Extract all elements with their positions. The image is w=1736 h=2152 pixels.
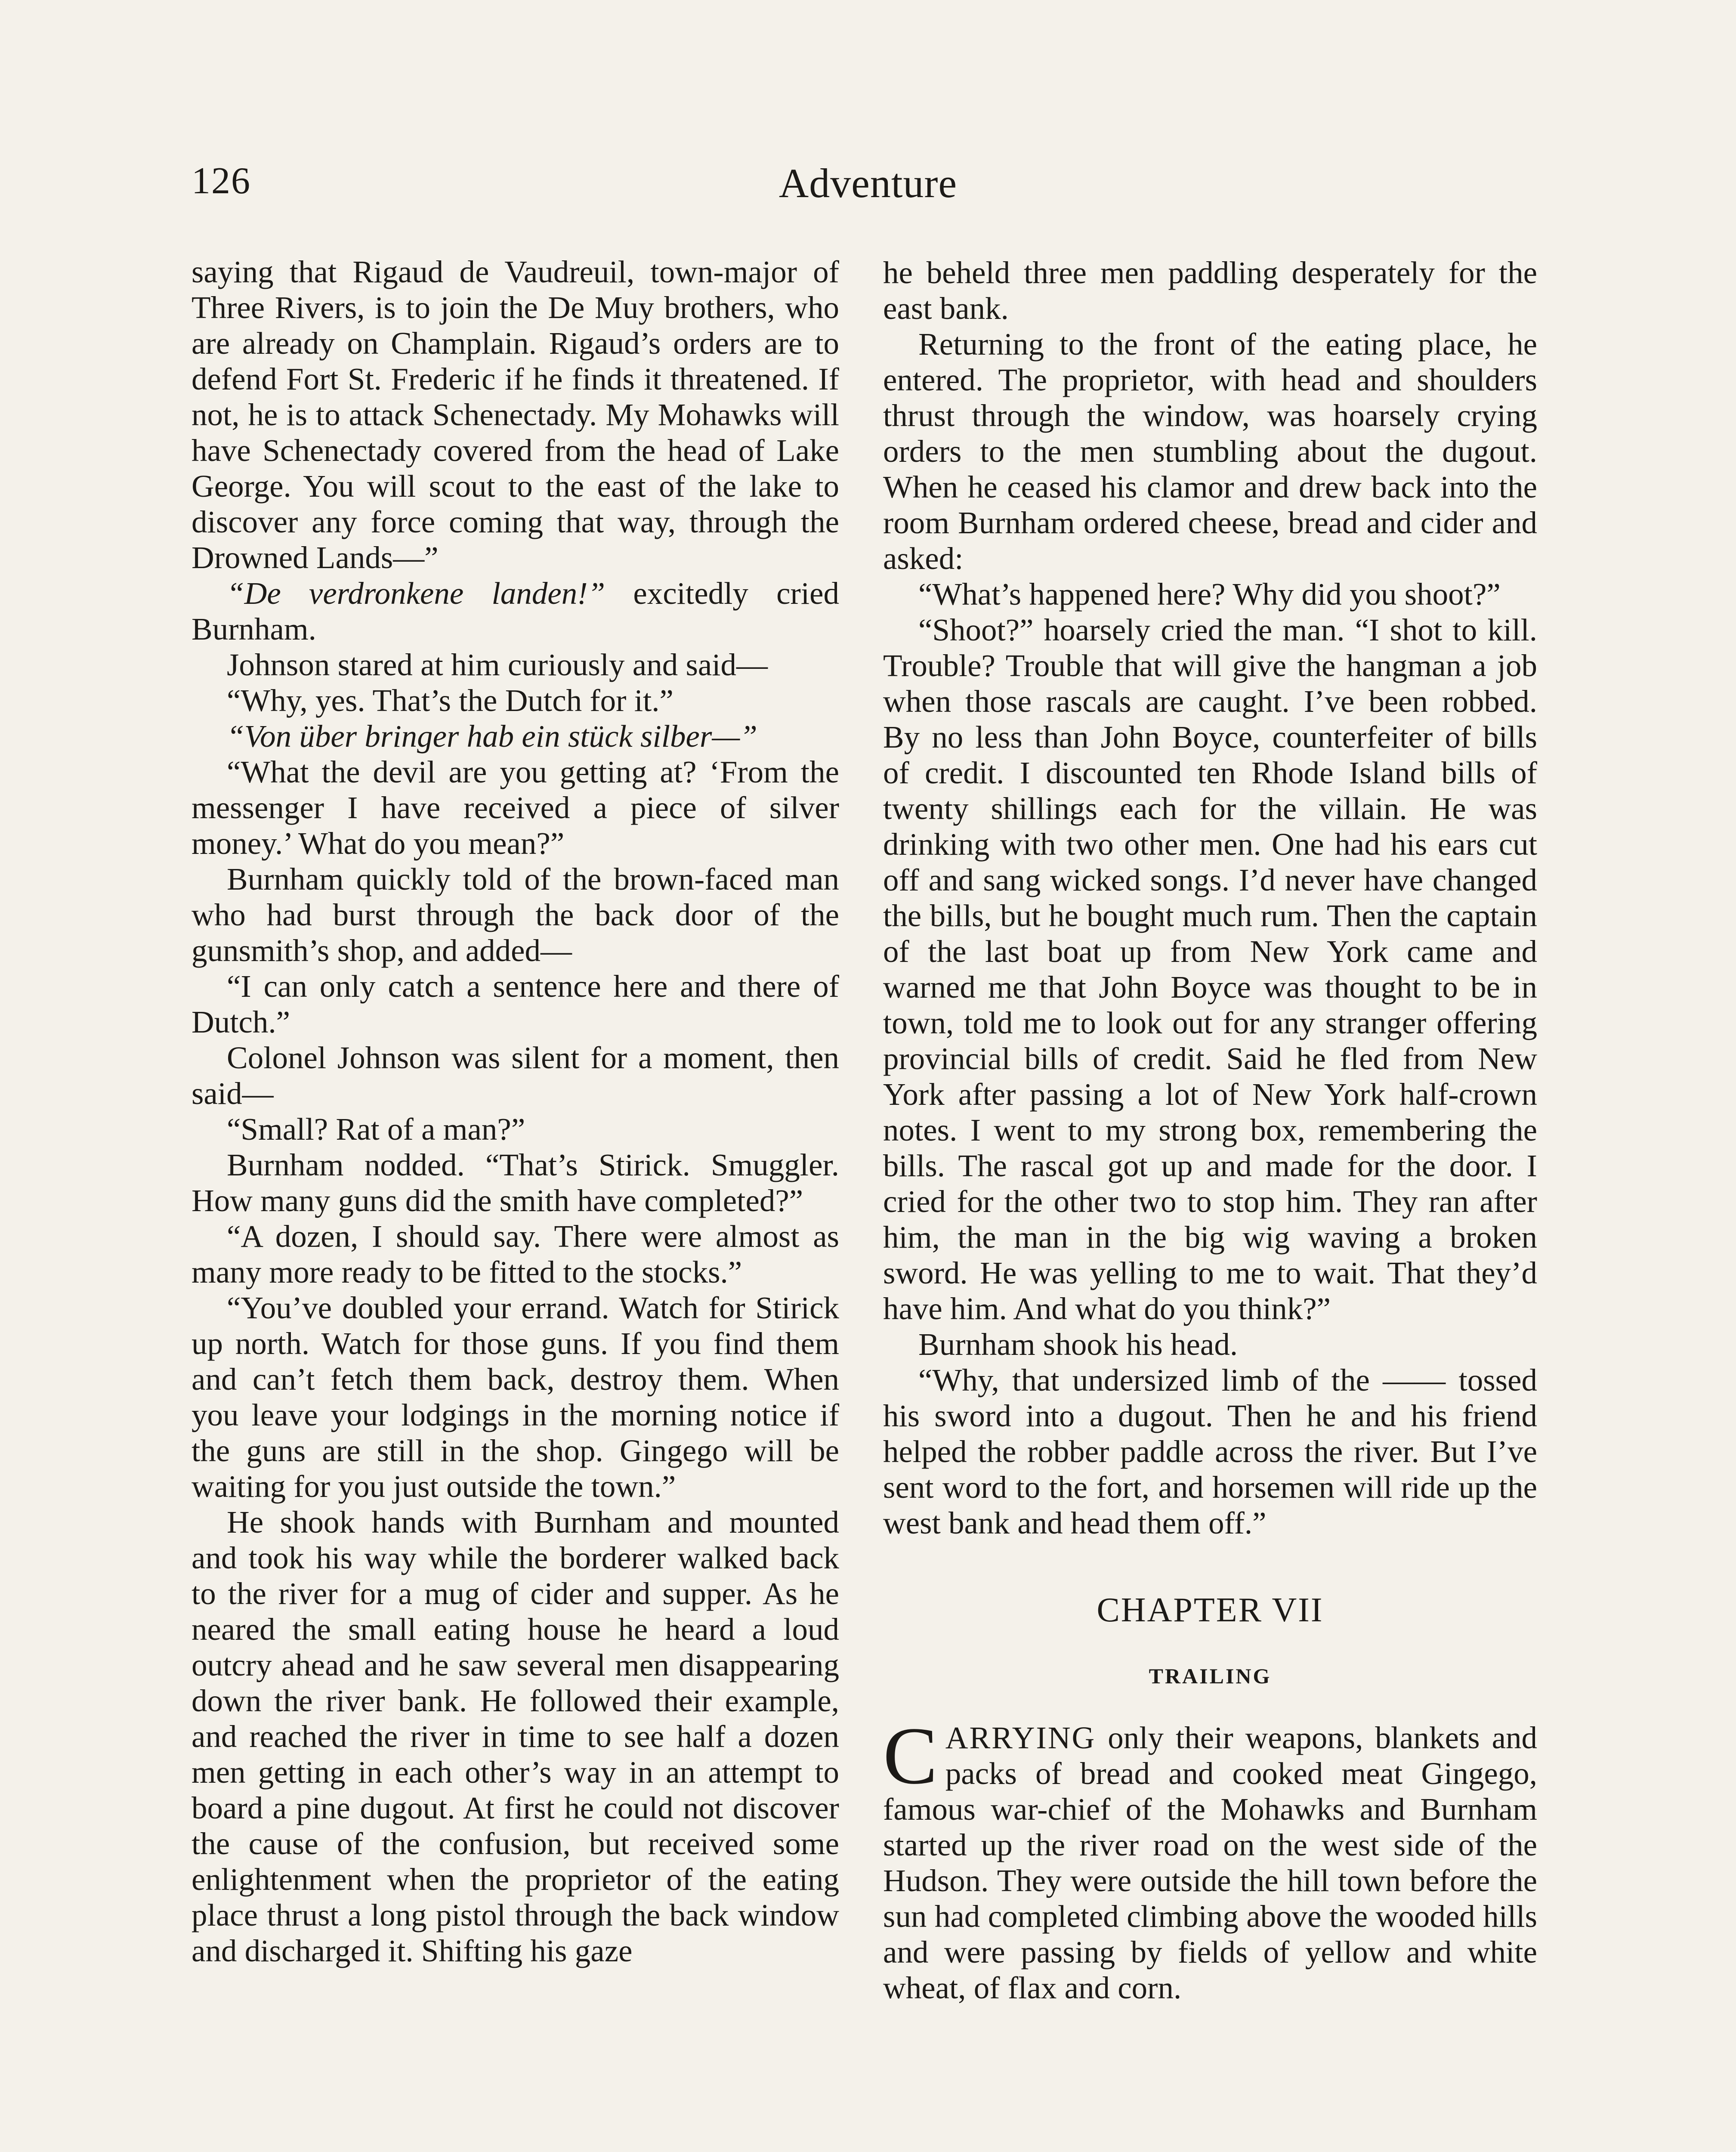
paragraph: Colonel Johnson was silent for a moment, then said—: [192, 1040, 839, 1111]
paragraph: Burnham quickly told of the brown-faced man who had burst through the back door of the gunsmith’s shop, and added—: [192, 862, 839, 968]
paragraph: Burnham shook his head.: [918, 1327, 1238, 1362]
left-column: [192, 254, 839, 1969]
paragraph: He shook hands with Burnham and mounted and took his way while the borderer walked back to the river for a mug of cider and supper. As he neared the small eating house he heard a loud outcry ahead and he saw several men disappearing down the river bank. He followed their example, and reached the river in time to see half a dozen men getting in each other’s way in an attempt to board a pine dugout. At first he could not discover the cause of the confusion, but received some enlightenment when the proprietor of the eating place thrust a long pistol through the back window and discharged it. Shifting his gaze: [192, 1505, 839, 1968]
chapter-opening-paragraph: [883, 1711, 1537, 2006]
chapter-title: CHAPTER VII: [1097, 1591, 1324, 1629]
paragraph: Returning to the front of the eating place, he entered. The proprietor, with head and shoulders thrust through the window, was hoarsely crying orders to the men stumbling about the dugout. When he ceased his clamor and drew back into the room Burnham ordered cheese, bread and cider and asked:: [883, 327, 1537, 576]
paragraph: “What’s happened here? Why did you shoot?”: [918, 577, 1501, 612]
page-number: 126: [192, 160, 251, 202]
opening-text: only their weapons, blankets and packs of bread and cooked meat Gingego, famous war-chief of the Mohawks and Burnham started up the river road on the west side of the Hudson. They were outside the hill town before the sun had completed climbing above the wooded hills and were passing by fields of yellow and white wheat, of flax and corn.: [883, 1720, 1537, 2005]
paragraph: Johnson stared at him curiously and said—: [227, 647, 768, 682]
running-title: Adventure: [778, 160, 958, 206]
paragraph: saying that Rigaud de Vaudreuil, town-major of Three Rivers, is to join the De Muy brothers, who are already on Champlain. Rigaud’s orders are to defend Fort St. Frederic if he finds it threatened. If not, he is to attack Schenectady. My Mohawks will have Schenectady covered from the head of Lake George. You will scout to the east of the lake to discover any force coming that way, through the Drowned Lands—”: [192, 254, 839, 575]
paragraph: Burnham nodded. “That’s Stirick. Smuggler. How many guns did the smith have completed?”: [192, 1147, 839, 1218]
paragraph: “Why, that undersized limb of the —— tossed his sword into a dugout. Then he and his friend helped the robber paddle across the river. But I’ve sent word to the fort, and horsemen will ride up the west bank and head them off.”: [883, 1363, 1537, 1540]
paragraph: “Why, yes. That’s the Dutch for it.”: [227, 683, 673, 718]
paragraph: “De verdronkene landen!” excitedly cried Burnham.: [192, 576, 839, 646]
paragraph: “A dozen, I should say. There were almost as many more ready to be fitted to the stocks.”: [192, 1219, 839, 1289]
paragraph: “You’ve doubled your errand. Watch for Stirick up north. Watch for those guns. If you find them and can’t fetch them back, destroy them. When you leave your lodgings in the morning notice if the guns are still in the shop. Gingego will be waiting for you just outside the town.”: [192, 1290, 839, 1504]
paragraph: “Von über bringer hab ein stück silber—”: [227, 719, 757, 754]
paragraph: “I can only catch a sentence here and there of Dutch.”: [192, 969, 839, 1039]
right-column: [883, 255, 1537, 2006]
paragraph: “What the devil are you getting at? ‘From the messenger I have received a piece of silver money.’ What do you mean?”: [192, 754, 839, 861]
opening-caps: ARRYING: [945, 1720, 1096, 1755]
paragraph: “Small? Rat of a man?”: [227, 1112, 525, 1147]
chapter-subtitle: TRAILING: [1149, 1664, 1272, 1688]
paragraph: “Shoot?” hoarsely cried the man. “I shot to kill. Trouble? Trouble that will give the hangman a job when those rascals are caught. I’ve been robbed. By no less than John Boyce, counterfeiter of bills of credit. I discounted ten Rhode Island bills of twenty shillings each for the villain. He was drinking with two other men. One had his ears cut off and sang wicked songs. I’d never have changed the bills, but he bought much rum. Then the captain of the last boat up from New York came and warned me that John Boyce was thought to be in town, told me to look out for any stranger offering provincial bills of credit. Said he fled from New York after passing a lot of New York half-crown notes. I went to my strong box, remembering the bills. The rascal got up and made for the door. I cried for the other two to stop him. They ran after him, the man in the big wig waving a broken sword. He was yelling to me to wait. That they’d have him. And what do you think?”: [883, 612, 1537, 1326]
drop-cap: C: [883, 1711, 938, 1801]
paragraph: he beheld three men paddling desperately for the east bank.: [883, 255, 1537, 326]
